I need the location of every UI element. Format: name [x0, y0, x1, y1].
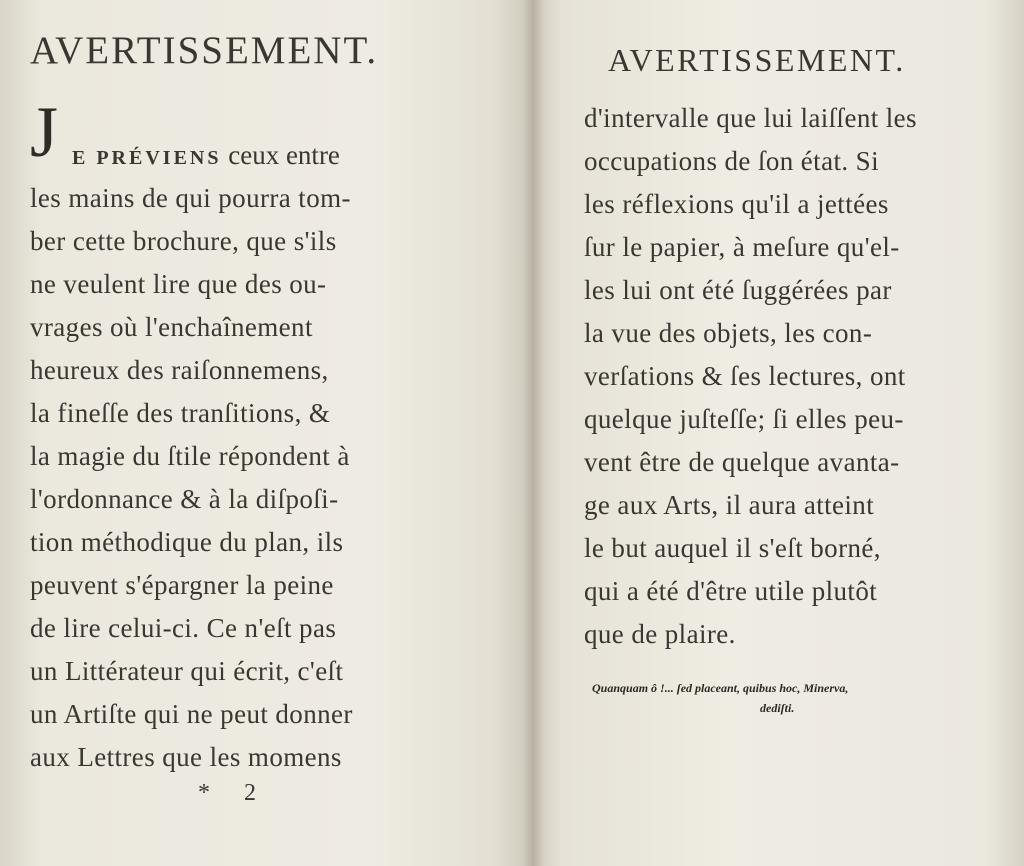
right-text-line: les réflexions qu'il a jettées	[584, 189, 889, 219]
right-text-line: occupations de ſon état. Si	[584, 146, 879, 176]
left-text-line: l'ordonnance & à la diſpoſi-	[30, 484, 339, 514]
left-text-line: aux Lettres que les momens	[30, 742, 342, 772]
right-running-head: AVERTISSEMENT.	[608, 42, 906, 78]
signature-mark: * 2	[198, 780, 270, 806]
right-text-line: la vue des objets, les con-	[584, 318, 873, 348]
footnote-line: dediſti.	[760, 701, 795, 715]
left-running-head: AVERTISSEMENT.	[30, 29, 379, 72]
right-text-line: ge aux Arts, il aura atteint	[584, 490, 875, 520]
left-text-line: les mains de qui pourra tom-	[30, 183, 351, 213]
left-text-line: peuvent s'épargner la peine	[30, 570, 334, 600]
right-text-line: le but auquel il s'eſt borné,	[584, 533, 881, 563]
left-text-line: la magie du ſtile répondent à	[30, 441, 350, 471]
left-text-line: de lire celui-ci. Ce n'eſt pas	[30, 613, 337, 643]
drop-cap: J	[30, 92, 59, 172]
right-text-line: d'intervalle que lui laiſſent les	[584, 103, 917, 133]
right-text-line: que de plaire.	[584, 619, 736, 649]
right-text-line: qui a été d'être utile plutôt	[584, 576, 878, 606]
right-text-line: ſur le papier, à meſure qu'el-	[584, 232, 900, 262]
left-text-line: un Littérateur qui écrit, c'eſt	[30, 656, 344, 686]
right-page	[532, 0, 1024, 866]
right-text-line: vent être de quelque avanta-	[584, 447, 900, 477]
left-text-line: vrages où l'enchaînement	[30, 312, 313, 342]
right-text-line: quelque juſteſſe; ſi elles peu-	[584, 404, 904, 434]
footnote-line: Quanquam ô !... ſed placeant, quibus hoc, Minerva,	[592, 681, 849, 695]
first-line	[72, 137, 340, 176]
left-text-line: heureux des raiſonnemens,	[30, 355, 329, 385]
left-text-line: ber cette brochure, que s'ils	[30, 226, 337, 256]
first-line-smallcaps: E PRÉVIENS	[72, 147, 222, 169]
left-text-line: un Artiſte qui ne peut donner	[30, 699, 353, 729]
book-gutter	[522, 0, 544, 866]
left-text-line: ne veulent lire que des ou-	[30, 269, 327, 299]
right-text-line: les lui ont été ſuggérées par	[584, 275, 892, 305]
left-text-line: tion méthodique du plan, ils	[30, 527, 344, 557]
left-text-line: la fineſſe des tranſitions, &	[30, 398, 331, 428]
first-line-rest: ceux entre	[228, 140, 340, 170]
right-text-line: verſations & ſes lectures, ont	[584, 361, 906, 391]
